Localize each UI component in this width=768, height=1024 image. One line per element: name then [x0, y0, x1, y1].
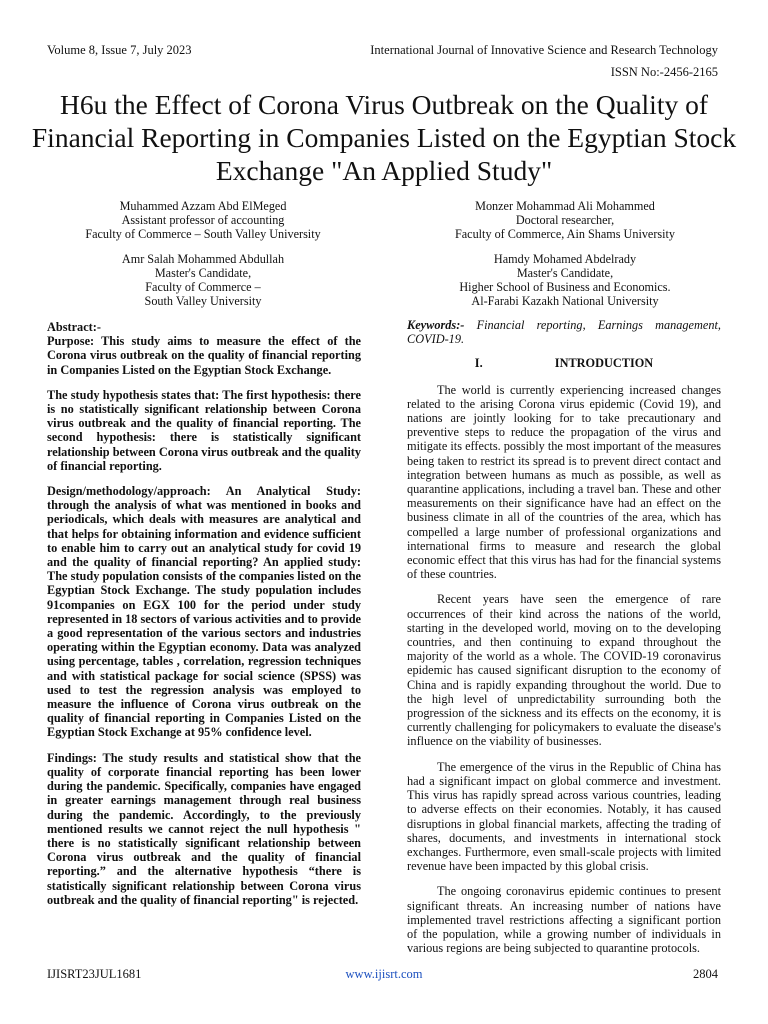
keywords-label: Keywords:-	[407, 318, 465, 332]
author-affiliation: Master's Candidate,	[154, 266, 252, 280]
abstract-column	[47, 320, 361, 918]
abstract-paragraph: Purpose: This study aims to measure the effect of the Corona virus outbreak on the quality of financial reporting in Companies Listed on the Egyptian Stock Exchange.	[47, 334, 361, 377]
author-name: Muhammed Azzam Abd ElMeged	[119, 199, 287, 213]
author-affiliation: Higher School of Business and Economics.	[459, 280, 671, 294]
page-number: 2804	[693, 967, 718, 981]
section-heading	[407, 356, 721, 370]
abstract-paragraph: Findings: The study results and statistical show that the quality of corporate financial reporting has been lower during the pandemic. Specifically, companies have engaged in greater earnings management through real business during the pandemic. Accordingly, to the previously mentioned results we cannot reject the null hypothesis " there is no statistically significant relationship between Corona virus outbreak and the quality of financial reporting.” and the alternative hypothesis “there is statistically significant relationship between Corona virus outbreak and the quality of financial reporting" is rejected.	[47, 750, 361, 907]
section-number: I.	[474, 356, 483, 371]
article-id: IJISRT23JUL1681	[47, 967, 142, 981]
intro-paragraph: Recent years have seen the emergence of rare occurrences of their kind across the nations of the world, starting in the developed world, moving on to the developing countries, and then continuing to expand throughout the majority of the world as a whole. The COVID-19 coronavirus epidemic has caused significant disruption to the economy of China and is rapidly expanding throughout the world. Due to the high level of unpredictability surrounding both the progression of the sickness and its effects on the economy, it is currently challenging for policymakers to evaluate the disease's influence on the viability of businesses.	[407, 592, 721, 749]
author-block	[47, 199, 359, 241]
author-block	[47, 252, 359, 308]
abstract-paragraph: The study hypothesis states that: The first hypothesis: there is no statistically significant relationship between Corona virus outbreak and the quality of financial reporting. The second hypothesis: there is statistically significant relationship between Corona virus outbreak and the quality of financial reporting.	[47, 387, 361, 473]
paper-title: H6u the Effect of Corona Virus Outbreak on the Quality of Financial Reporting in Companies Listed on the Egyptian Stock Exchange "An Applied Study"	[31, 89, 737, 186]
author-affiliation: Faculty of Commerce – South Valley University	[85, 227, 321, 241]
intro-paragraph: The world is currently experiencing increased changes related to the arising Corona virus epidemic (Covid 19), and nations are jointly looking for to take precautionary and preventive steps to reduce the propagation of the virus and mitigate its effects. possibly the most important of the measures being taken to restrict its spread is to prevent direct contact and integration between humans as much as possible, as well as quarantine applications, including a travel ban. These and other measurements on their significance have had an effect on the business climate in all of the countries of the area, which has compelled a large number of professional organizations and international firms to measure and research the global economic effect that this virus has had for the financial systems of these countries.	[407, 382, 721, 582]
section-title: INTRODUCTION	[554, 356, 654, 371]
author-affiliation: Doctoral researcher,	[515, 213, 615, 227]
journal-url-link[interactable]: www.ijisrt.com	[345, 967, 423, 981]
journal-name: International Journal of Innovative Science and Research Technology	[370, 43, 718, 57]
abstract-heading: Abstract:-	[47, 320, 101, 334]
keywords	[407, 318, 721, 346]
intro-paragraph: The ongoing coronavirus epidemic continues to present significant threats. An increasing number of nations have implemented travel restrictions affecting a significant portion of the population, while a growing number of individuals in various regions are being subjected to quarantine protocols.	[407, 884, 721, 956]
author-name: Monzer Mohammad Ali Mohammed	[475, 199, 655, 213]
intro-paragraph: The emergence of the virus in the Republic of China has had a significant impact on global commerce and investment. This virus has rapidly spread across various countries, leading to adverse effects on their economies. Notably, it has caused disruptions in global financial markets, affecting the trading of shares, documents, and investments in international stock exchanges. Furthermore, even small-scale projects with limited revenue have been impacted by this global crisis.	[407, 759, 721, 874]
author-affiliation: Master's Candidate,	[516, 266, 614, 280]
volume-issue: Volume 8, Issue 7, July 2023	[47, 43, 192, 57]
author-affiliation: Faculty of Commerce –	[145, 280, 261, 294]
author-name: Hamdy Mohamed Abdelrady	[493, 252, 637, 266]
author-affiliation: Al-Farabi Kazakh National University	[471, 294, 659, 308]
keywords-text: Financial reporting, Earnings management, COVID-19.	[407, 318, 721, 347]
author-affiliation: Assistant professor of accounting	[121, 213, 285, 227]
author-block	[410, 199, 720, 241]
author-name: Amr Salah Mohammed Abdullah	[121, 252, 285, 266]
intro-column	[407, 318, 721, 966]
author-affiliation: Faculty of Commerce, Ain Shams University	[454, 227, 676, 241]
abstract-paragraph: Design/methodology/approach: An Analytical Study: through the analysis of what was mentioned in books and periodicals, which deals with measures are analytical and that helps for obtaining information and evidence sufficient to enable him to carry out an analytical study for covid 19 and the quality of financial reporting? An applied study: The study population consists of the companies listed on the Egyptian Stock Exchange. The study population includes 91companies on EGX 100 for the period under study represented in 18 sectors of various activities and to provide a good representation of the various sectors and industries operating within the Egyptian economy. Data was analyzed using percentage, tables , correlation, regression techniques and with statistical package for social science (SPSS) was used to test the regression analysis was employed to measure the influence of Corona virus outbreak on the quality of financial reporting in Companies Listed on the Egyptian Stock Exchange at 95% confidence level.	[47, 484, 361, 740]
author-affiliation: South Valley University	[144, 294, 262, 308]
author-block	[410, 252, 720, 308]
issn: ISSN No:-2456-2165	[610, 65, 718, 79]
